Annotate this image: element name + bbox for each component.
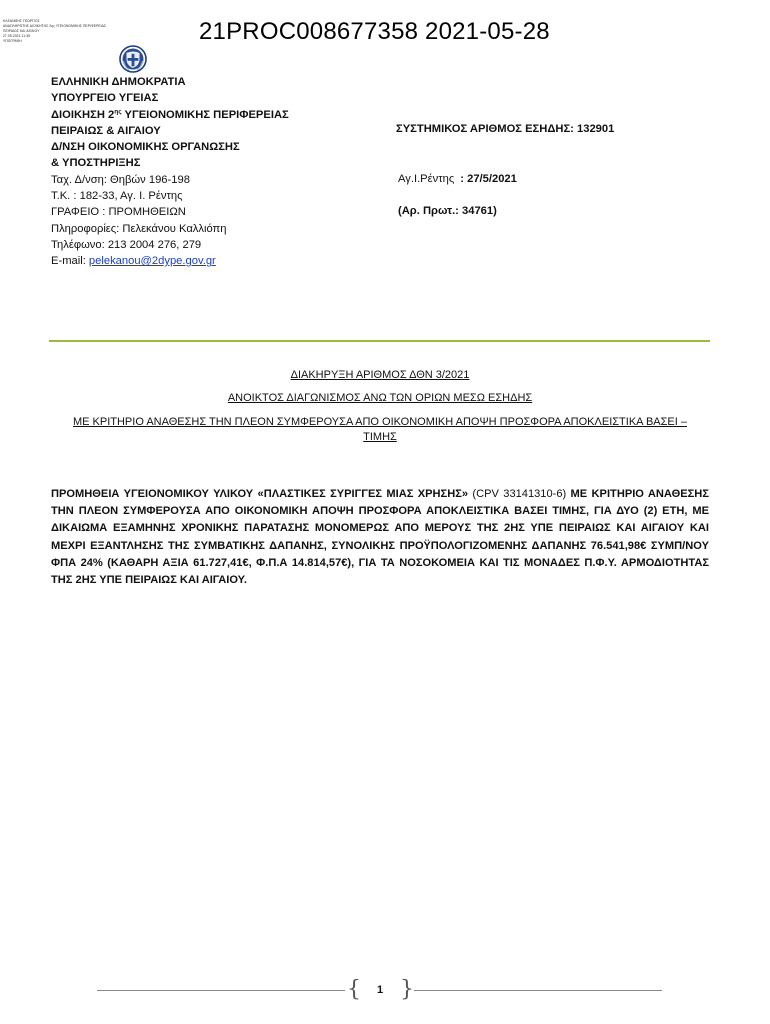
left-brace-icon: { xyxy=(347,977,361,1002)
contact-postcode: Τ.Κ. : 182-33, Αγ. Ι. Ρέντης xyxy=(51,190,183,203)
contact-address: Ταχ. Δ/νση: Θηβών 196-198 xyxy=(51,173,190,186)
place-date xyxy=(398,173,517,185)
protocol-number: (Αρ. Πρωτ.: 34761) xyxy=(398,205,497,217)
contact-office: ΓΡΑΦΕΙΟ : ΠΡΟΜΗΘΕΙΩΝ xyxy=(51,206,186,219)
org-line: ΠΕΙΡΑΙΩΣ & ΑΙΓΑΙΟΥ xyxy=(51,124,161,137)
description-part-2: ΜΕ ΚΡΙΤΗΡΙΟ ΑΝΑΘΕΣΗΣ ΤΗΝ ΠΛΕΟΝ ΣΥΜΦΕΡΟΥΣΑ ΑΠΟ ΟΙΚΟΝΟΜΙΚΗ ΑΠΟΨΗ ΠΡΟΣΦΟΡΑ ΑΠΟΚΛΕΙΣΤΙΚΑ ΒΑΣΕΙ ΤΙΜΗΣ, ΓΙΑ ΔΥΟ (2) ΕΤΗ, ΜΕ ΔΙΚΑΙΩΜΑ ΕΞΑΜΗΝΗΣ ΧΡΟΝΙΚΗΣ ΠΑΡΑΤΑΣΗΣ ΜΟΝΟΜΕΡΩΣ ΑΠΟ ΜΕΡΟΥΣ ΤΗΣ 2ΗΣ ΥΠΕ ΠΕΙΡΑΙΩΣ ΚΑΙ ΑΙΓΑΙΟΥ ΚΑΙ ΜΕΧΡΙ ΕΞΑΝΤΛΗΣΗΣ ΤΗΣ ΣΥΜΒΑΤΙΚΗΣ ΔΑΠΑΝΗΣ, ΣΥΝΟΛΙΚΗΣ ΠΡΟΫΠΟΛΟΓΙΖΟΜΕΝΗΣ ΔΑΠΑΝΗΣ 76.541,98€ ΣΥΜΠ/ΝΟΥ ΦΠΑ 24% (ΚΑΘΑΡΗ ΑΞΙΑ 61.727,41€, Φ.Π.Α 14.814,57€), ΓΙΑ ΤΑ ΝΟΣΟΚΟΜΕΙΑ ΚΑΙ ΤΙΣ ΜΟΝΑΔΕΣ Π.Φ.Υ. ΑΡΜΟΔΙΟΤΗΤΑΣ ΤΗΣ 2ΗΣ ΥΠΕ ΠΕΙΡΑΙΩΣ ΚΑΙ ΑΙΓΑΙΟΥ. xyxy=(51,488,709,587)
contact-phone: Τηλέφωνο: 213 2004 276, 279 xyxy=(51,238,202,251)
system-number: ΣΥΣΤΗΜΙΚΟΣ ΑΡΙΘΜΟΣ ΕΣΗΔΗΣ: 132901 xyxy=(396,123,615,135)
directorate-suffix: ΥΓΕΙΟΝΟΜΙΚΗΣ ΠΕΡΙΦΕΡΕΙΑΣ xyxy=(121,108,289,121)
right-brace-icon: } xyxy=(400,977,414,1002)
notice-title: ΔΙΑΚΗΡΥΞΗ ΑΡΙΘΜΟΣ ΔΘΝ 3/2021 xyxy=(290,369,470,381)
greek-emblem-icon xyxy=(119,45,147,73)
org-line: ΥΠΟΥΡΓΕΙΟ ΥΓΕΙΑΣ xyxy=(51,92,159,105)
tender-type: ΑΝΟΙΚΤΟΣ ΔΙΑΓΩΝΙΣΜΟΣ ΑΝΩ ΤΩΝ ΟΡΙΩΝ ΜΕΣΩ ΕΣΗΔΗΣ xyxy=(227,392,533,404)
document-id: 21PROC008677358 2021-05-28 xyxy=(199,18,550,45)
email-link[interactable]: pelekanou@2dype.gov.gr xyxy=(88,255,216,268)
page-number: 1 xyxy=(376,984,384,996)
org-line: Δ/ΝΣΗ ΟΙΚΟΝΟΜΙΚΗΣ ΟΡΓΑΝΩΣΗΣ xyxy=(51,141,240,154)
place: Αγ.Ι.Ρέντης xyxy=(398,173,455,185)
date: : 27/5/2021 xyxy=(460,173,517,185)
award-criterion: ΜΕ ΚΡΙΤΗΡΙΟ ΑΝΑΘΕΣΗΣ ΤΗΝ ΠΛΕΟΝ ΣΥΜΦΕΡΟΥΣΑ ΑΠΟ ΟΙΚΟΝΟΜΙΚΗ ΑΠΟΨΗ ΠΡΟΣΦΟΡΑ ΑΠΟΚΛΕΙΣΤΙΚΑ ΒΑΣΕΙ – ΤΙΜΗΣ xyxy=(72,416,687,443)
stamp-line: ΠΕΙΡΑΙΩΣ ΚΑΙ ΑΙΓΑΙΟΥ xyxy=(3,29,40,33)
directorate-sup: ης xyxy=(114,107,122,115)
digital-signature-stamp xyxy=(3,19,133,44)
org-line: ΕΛΛΗΝΙΚΗ ΔΗΜΟΚΡΑΤΙΑ xyxy=(51,76,186,88)
email-label: E-mail: xyxy=(51,255,89,268)
description-part-1: ΠΡΟΜΗΘΕΙΑ ΥΓΕΙΟΝΟΜΙΚΟΥ ΥΛΙΚΟΥ «ΠΛΑΣΤΙΚΕΣ ΣΥΡΙΓΓΕΣ ΜΙΑΣ ΧΡΗΣΗΣ» xyxy=(51,488,473,500)
footer-rule-left xyxy=(97,990,345,991)
header-divider xyxy=(49,340,710,342)
issuer-header xyxy=(51,74,381,270)
stamp-line: ΑΝΑΠΛΗΡΩΤΗΣ ΔΙΟΙΚΗΤΗΣ 2ης ΥΓΕΙΟΝΟΜΙΚΗΣ ΠΕΡΙΦΕΡΕΙΑΣ xyxy=(3,24,107,28)
org-line: & ΥΠΟΣΤΗΡΙΞΗΣ xyxy=(51,157,141,170)
directorate-prefix: ΔΙΟΙΚΗΣΗ 2 xyxy=(51,108,115,121)
cpv-code: (CPV 33141310-6) xyxy=(472,488,567,500)
footer-rule-right xyxy=(414,990,662,991)
procurement-description xyxy=(51,486,709,589)
contact-person: Πληροφορίες: Πελεκάνου Καλλιόπη xyxy=(51,222,227,235)
stamp-line: ΚΛΕΑΝΘΗΣ ΓΕΩΡΓΙΟΣ xyxy=(3,19,40,23)
directorate-line xyxy=(51,107,381,123)
stamp-line: 27.05.2021 11:35 xyxy=(3,34,31,38)
stamp-line: ΥΠΟΓΡΑΦΗ xyxy=(3,39,22,43)
contact-email-line xyxy=(51,253,381,269)
